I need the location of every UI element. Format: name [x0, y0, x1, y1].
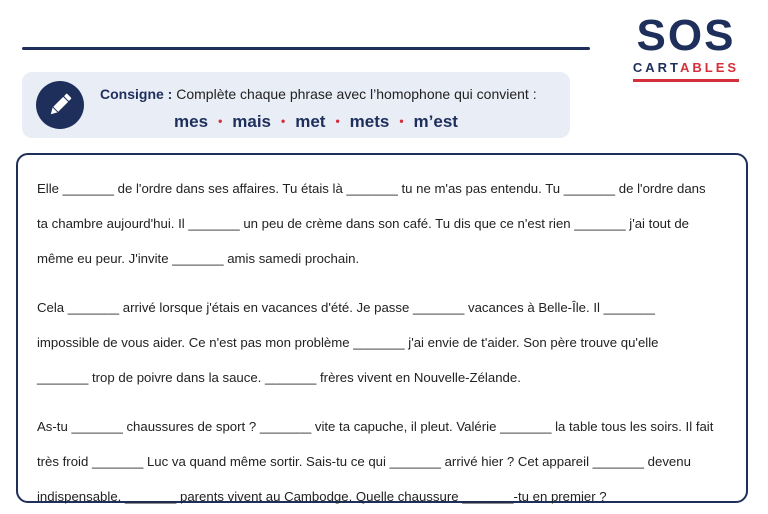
choice-mais: mais [232, 112, 272, 131]
exercise-box [16, 153, 748, 503]
choice-separator: • [335, 114, 340, 128]
logo-sub-a: CART [632, 60, 681, 75]
exercise-line: ta chambre aujourd'hui. Il _______ un peu de crème dans son café. Tu dis que ce n'est rien _______ j'ai tout de [37, 216, 689, 231]
choice-separator: • [281, 114, 286, 128]
exercise-line: Cela _______ arrivé lorsque j'étais en vacances d'été. Je passe _______ vacances à Belle-Île. Il _______ [37, 300, 655, 315]
instruction-body: Complète chaque phrase avec l’homophone qui convient : [176, 86, 537, 102]
header-rule [22, 47, 590, 50]
exercise-line: très froid _______ Luc va quand même sortir. Sais-tu ce qui _______ arrivé hier ? Cet appareil _______ devenu [37, 454, 691, 469]
exercise-line: impossible de vous aider. Ce n'est pas mon problème _______ j'ai envie de t'aider. Son père trouve qu'elle [37, 335, 659, 350]
exercise-line: _______ trop de poivre dans la sauce. _______ frères vivent en Nouvelle-Zélande. [37, 370, 521, 385]
choice-m-est: m’est [413, 112, 458, 131]
exercise-paragraph-2 [37, 290, 728, 395]
logo-sub-text [630, 60, 742, 75]
logo-sub-b: ABLES [680, 60, 740, 75]
exercise-line: même eu peur. J'invite _______ amis samedi prochain. [37, 251, 360, 266]
choice-mets: mets [349, 112, 390, 131]
instruction-label: Consigne : [100, 86, 173, 102]
exercise-line: As-tu _______ chaussures de sport ? _______ vite ta capuche, il pleut. Valérie _______ la table tous les soirs. Il fait [37, 419, 714, 434]
logo-main-text: SOS [636, 11, 736, 60]
instruction-box [22, 72, 570, 138]
homophone-choices [22, 112, 570, 132]
choice-separator: • [399, 114, 404, 128]
choice-separator: • [218, 114, 223, 128]
instruction-text [100, 86, 537, 102]
logo-underline [633, 79, 739, 82]
sos-cartables-logo [630, 11, 742, 82]
choice-met: met [295, 112, 326, 131]
exercise-line: Elle _______ de l'ordre dans ses affaires. Tu étais là _______ tu ne m'as pas entendu. Tu _______ de l'ordre dans [37, 181, 706, 196]
exercise-paragraph-3 [37, 409, 728, 514]
exercise-paragraph-1 [37, 171, 728, 276]
choice-mes: mes [174, 112, 209, 131]
exercise-line: indispensable. _______ parents vivent au Cambodge. Quelle chaussure _______-tu en premier ? [37, 489, 607, 504]
